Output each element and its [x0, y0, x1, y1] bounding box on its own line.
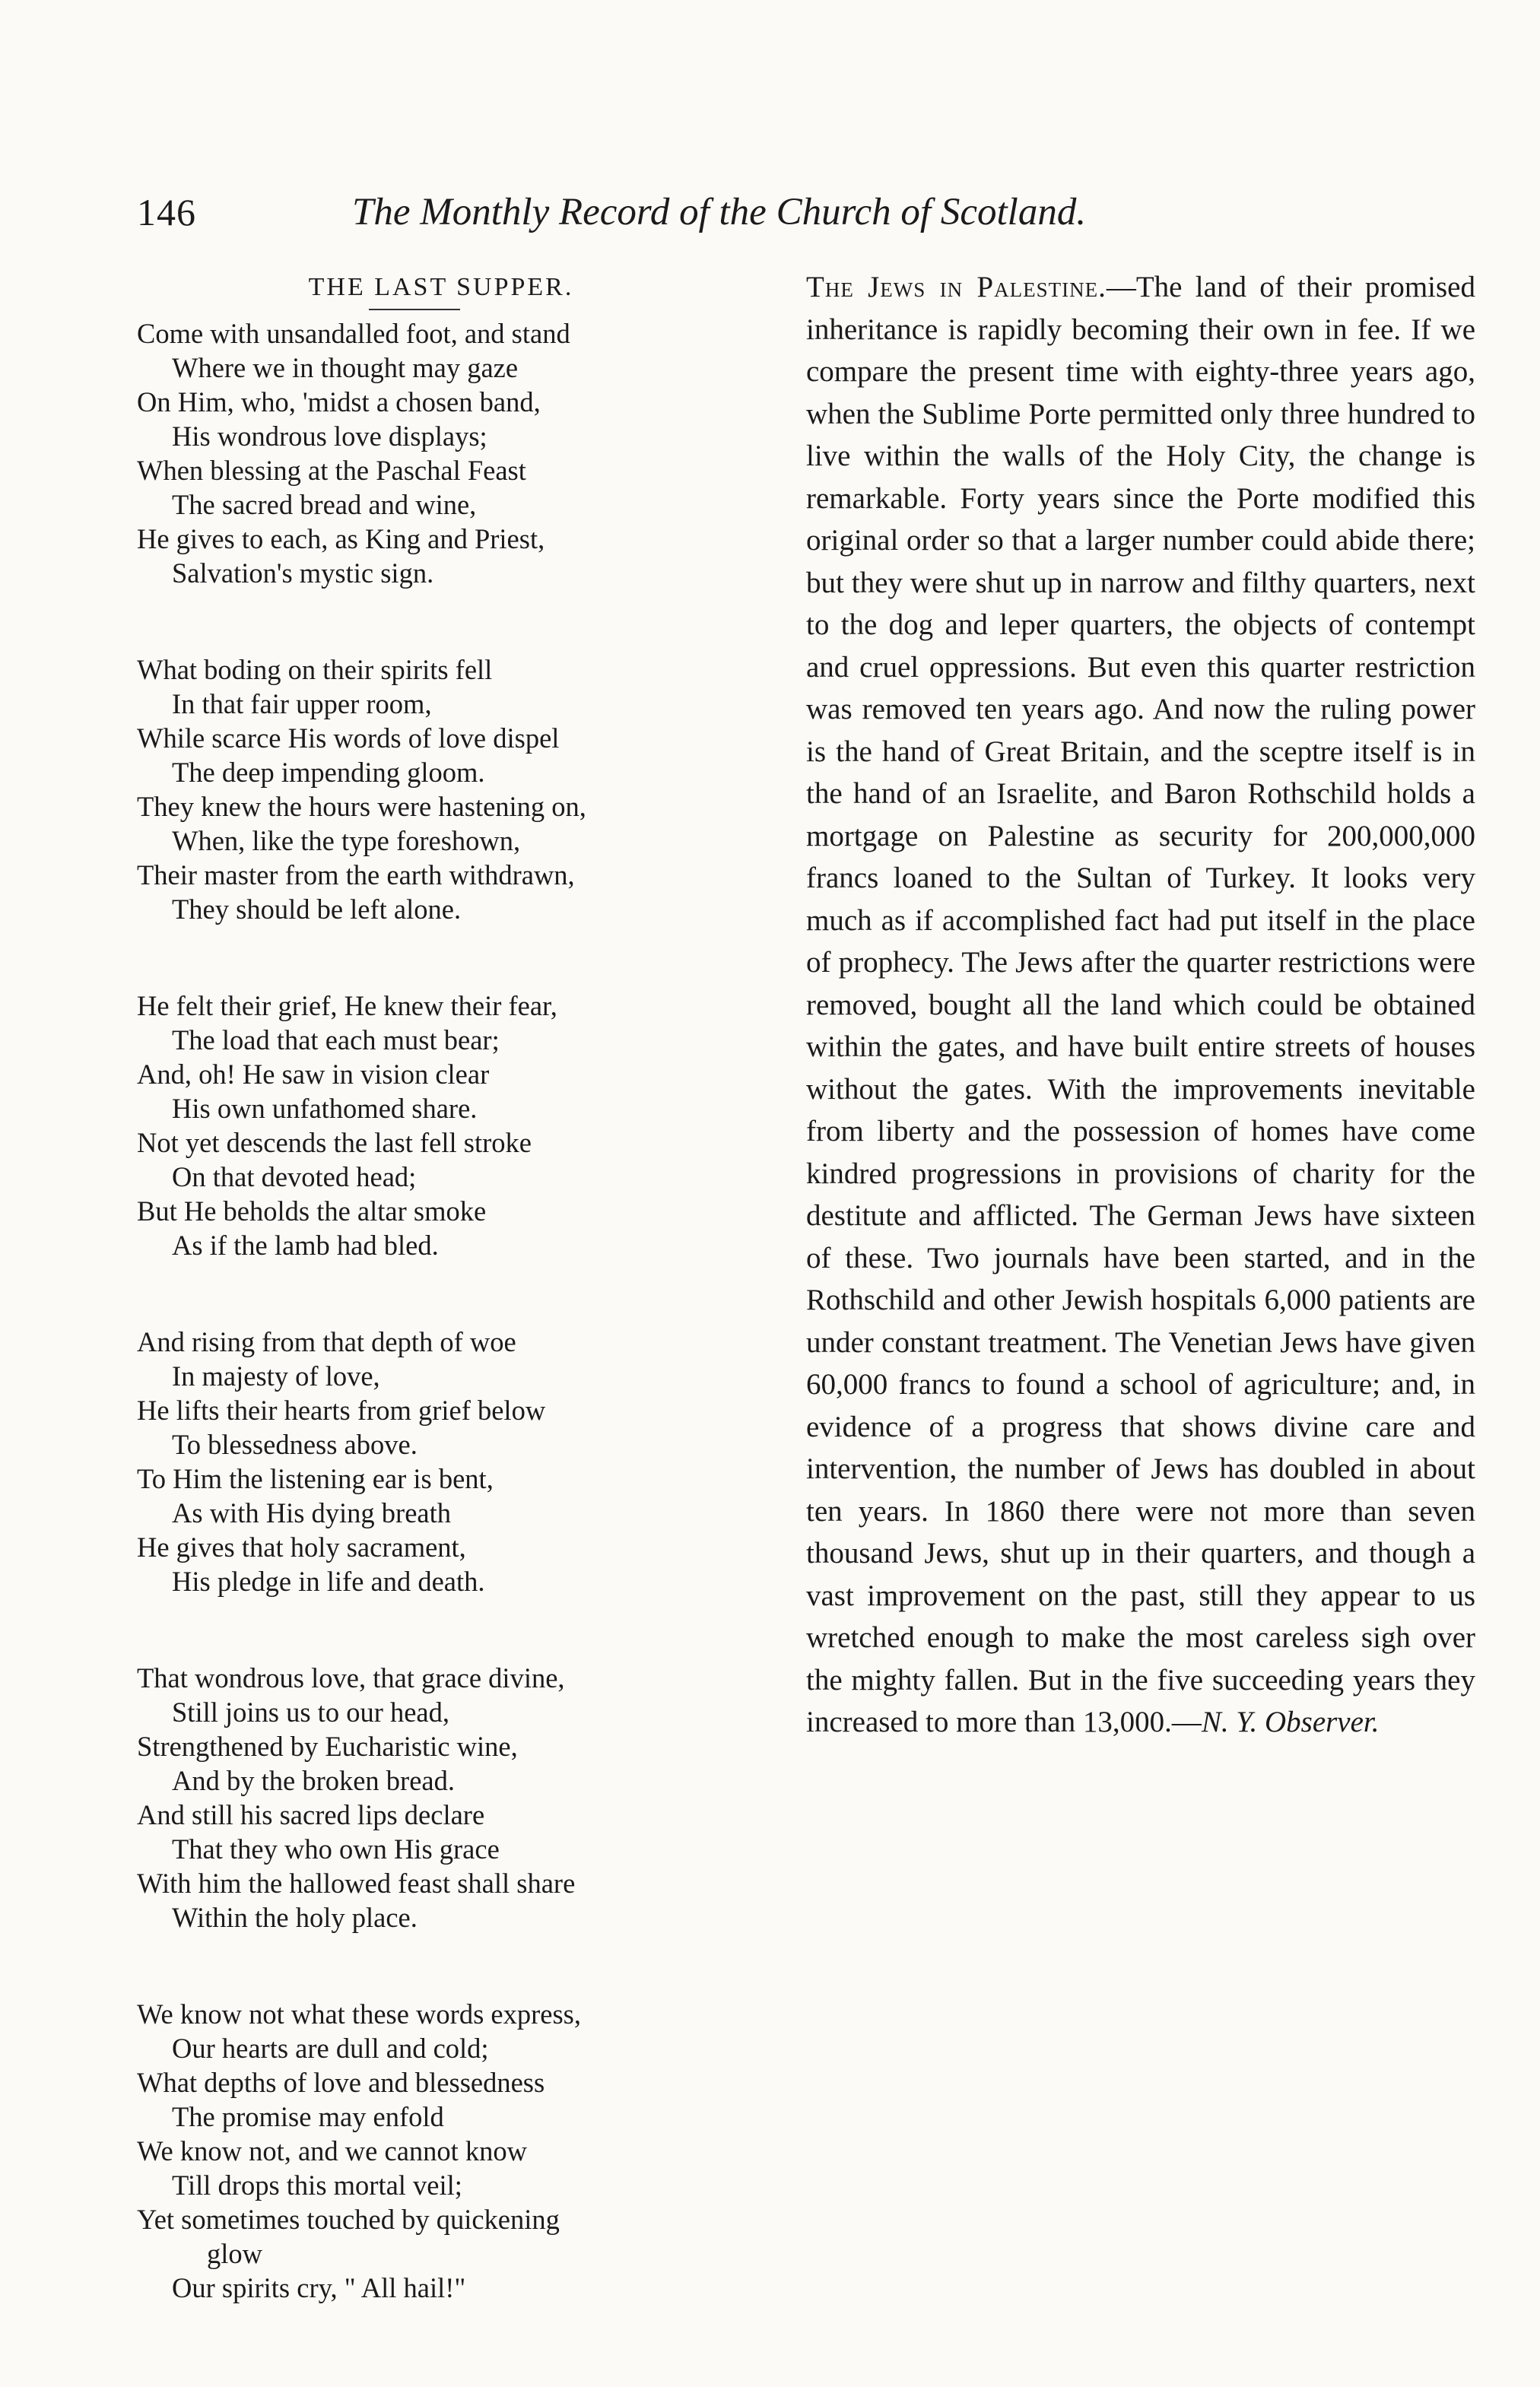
verse-line: We know not what these words express, [137, 1998, 581, 2030]
verse-line: To Him the listening ear is bent, [137, 1463, 494, 1494]
verse-line: And by the broken bread. [172, 1765, 455, 1796]
verse-line: When, like the type foreshown, [172, 825, 521, 856]
verse-line: They knew the hours were hastening on, [137, 791, 586, 822]
verse-line: What depths of love and blessedness [137, 2067, 545, 2098]
verse-line: What boding on their spirits fell [137, 654, 493, 685]
left-column [137, 266, 806, 2367]
verse-line: Within the holy place. [172, 1902, 418, 1933]
verse-line: Our hearts are dull and cold; [172, 2033, 489, 2064]
verse-line: glow [207, 2238, 262, 2269]
verse-line: He gives to each, as King and Priest, [137, 523, 545, 554]
verse-line: Come with unsandalled foot, and stand [137, 318, 570, 349]
verse-line: That they who own His grace [172, 1833, 500, 1865]
verse-line: On that devoted head; [172, 1161, 417, 1192]
verse-line: The load that each must bear; [172, 1024, 500, 1055]
verse-line: He gives that holy sacrament, [137, 1532, 466, 1563]
verse-line: But He beholds the altar smoke [137, 1195, 487, 1227]
poem-title: THE LAST SUPPER. [308, 273, 574, 301]
verse-line: Still joins us to our head, [172, 1697, 449, 1728]
verse-line: As with His dying breath [172, 1497, 451, 1528]
verse-line: In majesty of love, [172, 1360, 380, 1392]
title-rule [369, 309, 460, 310]
verse-line: Strengthened by Eucharistic wine, [137, 1731, 518, 1762]
verse-line: He felt their grief, He knew their fear, [137, 990, 557, 1021]
stanza [137, 652, 806, 926]
verse-line: The deep impending gloom. [172, 757, 485, 788]
verse-line: While scarce His words of love dispel [137, 722, 560, 754]
verse-line: Where we in thought may gaze [172, 352, 519, 383]
verse-line: The promise may enfold [172, 2101, 444, 2132]
verse-line: Not yet descends the last fell stroke [137, 1127, 532, 1158]
stanza [137, 1997, 806, 2305]
verse-line: And rising from that depth of woe [137, 1326, 516, 1357]
stanza [137, 1325, 806, 1598]
verse-line: Their master from the earth withdrawn, [137, 859, 575, 890]
news-article [806, 266, 1475, 1744]
verse-line: On Him, who, 'midst a chosen band, [137, 386, 541, 417]
verse-line: As if the lamb had bled. [172, 1230, 439, 1261]
article-lead: The Jews in Palestine. [806, 271, 1107, 303]
verse-line: The sacred bread and wine, [172, 489, 477, 520]
verse-line: And, oh! He saw in vision clear [137, 1059, 490, 1090]
running-header [137, 190, 1475, 259]
verse-line: He lifts their hearts from grief below [137, 1395, 546, 1426]
article-source: N. Y. Observer. [1201, 1706, 1380, 1738]
page-number: 146 [137, 191, 196, 233]
stanza [137, 989, 806, 1262]
verse-line: And still his sacred lips declare [137, 1799, 485, 1830]
verse-line: Our spirits cry, " All hail!" [172, 2272, 466, 2303]
stanza [137, 316, 806, 590]
stanza [137, 1661, 806, 1935]
verse-line: To blessedness above. [172, 1429, 418, 1460]
running-title: The Monthly Record of the Church of Scotland. [352, 191, 1087, 233]
verse-line: That wondrous love, that grace divine, [137, 1662, 565, 1693]
verse-line: In that fair upper room, [172, 688, 432, 719]
verse-line: They should be left alone. [172, 894, 462, 925]
verse-line: Yet sometimes touched by quickening [137, 2204, 560, 2235]
right-column [806, 266, 1475, 1744]
verse-line: With him the hallowed feast shall share [137, 1868, 576, 1899]
verse-line: Till drops this mortal veil; [172, 2170, 462, 2201]
verse-line: His pledge in life and death. [172, 1566, 485, 1597]
article-body: —The land of their promised inheritance is rapidly becoming their own in fee. If we compare the present time with eighty-three years ago, when the Sublime Porte permitted only three hundred to live within the walls of the Holy City, the change is remarkable. Forty years since the Porte modified this original order so that a larger number could abide there; but they were shut up in narrow and filthy quarters, next to the dog and leper quarters, the objects of contempt and cruel oppressions. But even this quarter restriction was removed ten years ago. And now the ruling power is the hand of Great Britain, and the sceptre itself is in the hand of an Israelite, and Baron Rothschild holds a mortgage on Palestine as security for 200,000,000 francs loaned to the Sultan of Turkey. It looks very much as if accomplished fact had put itself in the place of prophecy. The Jews after the quarter restrictions were removed, bought all the land which could be obtained within the gates, and have built entire streets of houses without the gates. With the improvements inevitable from liberty and the possession of homes have come kindred progressions in provisions of charity for the destitute and afflicted. The German Jews have sixteen of these. Two journals have been started, and in the Rothschild and other Jewish hospitals 6,000 patients are under constant treatment. The Venetian Jews have given 60,000 francs to found a school of agriculture; and, in evidence of a progress that shows divine care and intervention, the number of Jews has doubled in about ten years. In 1860 there were not more than seven thousand Jews, shut up in their quarters, and though a vast improvement on the past, still they appear to us wretched enough to make the most careless sigh over the mighty fallen. But in the five succeeding years they increased to more than 13,000.— [806, 271, 1475, 1738]
verse-line: His wondrous love displays; [172, 421, 487, 452]
verse-line: When blessing at the Paschal Feast [137, 455, 526, 486]
verse-line: Salvation's mystic sign. [172, 557, 434, 589]
verse-line: His own unfathomed share. [172, 1093, 478, 1124]
verse-line: We know not, and we cannot know [137, 2135, 528, 2166]
